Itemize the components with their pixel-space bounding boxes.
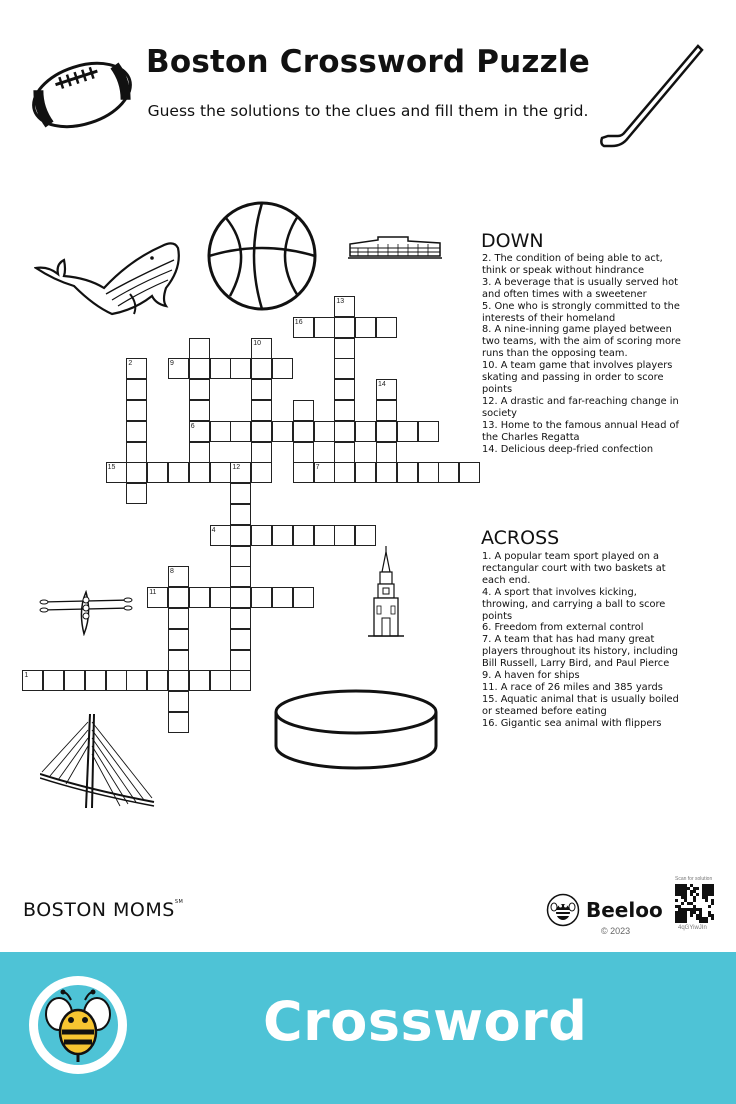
qr-code-text: 4qGYiwJIn (678, 925, 707, 931)
across-clue: 4. A sport that involves kicking, throwing, and carrying a ball to score points (482, 586, 666, 622)
grid-cell[interactable] (272, 587, 293, 608)
grid-cell[interactable] (418, 462, 439, 483)
grid-cell[interactable] (251, 379, 272, 400)
grid-cell[interactable] (293, 317, 314, 338)
grid-cell[interactable] (230, 587, 251, 608)
grid-cell[interactable] (293, 442, 314, 463)
grid-cell[interactable] (376, 379, 397, 400)
grid-cell[interactable] (334, 462, 355, 483)
grid-cell[interactable] (189, 400, 210, 421)
grid-cell[interactable] (334, 421, 355, 442)
grid-cell[interactable] (230, 504, 251, 525)
qr-code-icon[interactable] (675, 884, 714, 928)
grid-cell[interactable] (230, 483, 251, 504)
across-clue: 11. A race of 26 miles and 385 yards (482, 681, 663, 693)
grid-cell[interactable] (293, 525, 314, 546)
grid-cell[interactable] (376, 421, 397, 442)
grid-cell[interactable] (251, 462, 272, 483)
grid-cell[interactable] (376, 400, 397, 421)
grid-cell[interactable] (230, 566, 251, 587)
grid-cell[interactable] (314, 421, 335, 442)
grid-cell[interactable] (418, 421, 439, 442)
grid-cell[interactable] (210, 462, 231, 483)
grid-cell[interactable] (126, 483, 147, 504)
grid-cell[interactable] (168, 608, 189, 629)
grid-cell[interactable] (334, 379, 355, 400)
clue-number: 11 (149, 589, 157, 597)
grid-cell[interactable] (230, 650, 251, 671)
down-clue: 13. Home to the famous annual Head of the Charles Regatta (482, 419, 679, 443)
clue-number: 14 (378, 381, 386, 389)
crossword-grid (0, 0, 470, 740)
down-clue: 14. Delicious deep-fried confection (482, 443, 654, 455)
grid-cell[interactable] (189, 587, 210, 608)
grid-cell[interactable] (293, 400, 314, 421)
grid-cell[interactable] (147, 462, 168, 483)
grid-cell[interactable] (168, 358, 189, 379)
grid-cell[interactable] (334, 525, 355, 546)
copyright-text: © 2023 (601, 926, 631, 936)
grid-cell[interactable] (334, 442, 355, 463)
grid-cell[interactable] (189, 421, 210, 442)
across-clue: 9. A haven for ships (482, 670, 580, 682)
grid-cell[interactable] (210, 358, 231, 379)
grid-cell[interactable] (230, 629, 251, 650)
grid-cell[interactable] (376, 317, 397, 338)
grid-cell[interactable] (230, 608, 251, 629)
grid-cell[interactable] (106, 462, 127, 483)
grid-cell[interactable] (355, 462, 376, 483)
grid-cell[interactable] (126, 442, 147, 463)
down-clue: 2. The condition of being able to act, think or speak without hindrance (482, 253, 663, 276)
grid-cell[interactable] (314, 525, 335, 546)
down-clue: 5. One who is strongly committed to the interests of their homeland (482, 300, 680, 324)
grid-cell[interactable] (168, 691, 189, 712)
grid-cell[interactable] (251, 587, 272, 608)
grid-cell[interactable] (334, 400, 355, 421)
clue-number: 9 (170, 360, 174, 368)
grid-cell[interactable] (376, 462, 397, 483)
grid-cell[interactable] (43, 670, 64, 691)
grid-cell[interactable] (126, 400, 147, 421)
grid-cell[interactable] (459, 462, 480, 483)
grid-cell[interactable] (230, 462, 251, 483)
grid-cell[interactable] (168, 629, 189, 650)
boston-moms-brand: BOSTON MOMS℠ (23, 899, 184, 921)
grid-cell[interactable] (230, 546, 251, 567)
grid-cell[interactable] (168, 587, 189, 608)
grid-cell[interactable] (168, 670, 189, 691)
clue-number: 10 (253, 339, 261, 347)
page-title: Boston Crossword Puzzle (146, 44, 590, 80)
across-clue: 7. A team that has had many great players throughout its history, including Bill Russell, Larry Bird, and Paul Pierce (482, 634, 678, 670)
down-heading: DOWN (481, 230, 544, 252)
grid-cell[interactable] (126, 358, 147, 379)
across-clue: 16. Gigantic sea animal with flippers (482, 717, 662, 729)
grid-cell[interactable] (210, 421, 231, 442)
grid-cell[interactable] (126, 462, 147, 483)
grid-cell[interactable] (355, 317, 376, 338)
grid-cell[interactable] (272, 421, 293, 442)
grid-cell[interactable] (22, 670, 43, 691)
hockey-stick-icon (598, 40, 708, 152)
grid-cell[interactable] (106, 670, 127, 691)
grid-cell[interactable] (126, 670, 147, 691)
across-clue: 15. Aquatic animal that is usually boiled or steamed before eating (482, 693, 679, 717)
bee-icon (546, 893, 580, 932)
grid-cell[interactable] (438, 462, 459, 483)
page-subtitle: Guess the solutions to the clues and fill them in the grid. (147, 102, 589, 120)
down-clue-list (482, 253, 682, 455)
grid-cell[interactable] (189, 442, 210, 463)
grid-cell[interactable] (251, 400, 272, 421)
grid-cell[interactable] (230, 358, 251, 379)
grid-cell[interactable] (230, 525, 251, 546)
grid-cell[interactable] (293, 462, 314, 483)
qr-label: Scan for solution (675, 876, 713, 882)
beeloo-brand: Beeloo (586, 898, 663, 922)
across-clue-list (482, 551, 682, 730)
clue-number: 7 (315, 464, 320, 472)
grid-cell[interactable] (251, 442, 272, 463)
grid-cell[interactable] (210, 525, 231, 546)
grid-cell[interactable] (189, 358, 210, 379)
grid-cell[interactable] (397, 421, 418, 442)
clue-number: 12 (232, 464, 241, 472)
grid-cell[interactable] (251, 338, 272, 359)
grid-cell[interactable] (314, 317, 335, 338)
grid-cell[interactable] (251, 421, 272, 442)
across-heading: ACROSS (481, 527, 560, 549)
grid-cell[interactable] (397, 462, 418, 483)
grid-cell[interactable] (64, 670, 85, 691)
grid-cell[interactable] (210, 587, 231, 608)
grid-cell[interactable] (147, 587, 168, 608)
down-clue: 3. A beverage that is usually served hot and often times with a sweetener (482, 276, 678, 300)
clue-number: 6 (190, 422, 195, 430)
grid-cell[interactable] (334, 358, 355, 379)
grid-cell[interactable] (168, 566, 189, 587)
grid-cell[interactable] (168, 712, 189, 733)
grid-cell[interactable] (168, 462, 189, 483)
grid-cell[interactable] (334, 317, 355, 338)
grid-cell[interactable] (293, 421, 314, 442)
grid-cell[interactable] (272, 358, 293, 379)
grid-cell[interactable] (314, 462, 335, 483)
across-clue: 6. Freedom from external control (482, 622, 644, 634)
grid-cell[interactable] (334, 338, 355, 359)
down-clue: 10. A team game that involves players skating and passing in order to score points (482, 360, 673, 395)
grid-cell[interactable] (85, 670, 106, 691)
grid-cell[interactable] (210, 670, 231, 691)
grid-cell[interactable] (376, 442, 397, 463)
clue-number: 13 (336, 298, 345, 305)
grid-cell[interactable] (147, 670, 168, 691)
clue-number: 15 (107, 464, 116, 472)
clue-number: 8 (170, 568, 174, 576)
grid-cell[interactable] (126, 421, 147, 442)
grid-cell[interactable] (251, 358, 272, 379)
grid-cell[interactable] (126, 379, 147, 400)
banner-title: Crossword (263, 990, 588, 1053)
clue-number: 2 (128, 360, 133, 368)
grid-cell[interactable] (189, 379, 210, 400)
grid-cell[interactable] (189, 670, 210, 691)
down-clue: 12. A drastic and far-reaching change in society (482, 395, 679, 419)
grid-cell[interactable] (189, 462, 210, 483)
grid-cell[interactable] (251, 525, 272, 546)
grid-cell[interactable] (293, 587, 314, 608)
grid-cell[interactable] (355, 525, 376, 546)
grid-cell[interactable] (355, 421, 376, 442)
grid-cell[interactable] (230, 670, 251, 691)
clue-number: 1 (24, 672, 29, 680)
grid-cell[interactable] (230, 421, 251, 442)
bee-badge-icon (23, 970, 133, 1080)
clue-number: 4 (211, 526, 216, 534)
across-clue: 1. A popular team sport played on a rectangular court with two baskets at each end. (482, 551, 666, 586)
down-clue: 8. A nine-inning game played between two teams, with the aim of scoring more runs than the opposing team. (482, 324, 681, 360)
grid-cell[interactable] (334, 296, 355, 317)
grid-cell[interactable] (272, 525, 293, 546)
clue-number: 16 (294, 318, 303, 326)
grid-cell[interactable] (168, 650, 189, 671)
grid-cell[interactable] (189, 338, 210, 359)
